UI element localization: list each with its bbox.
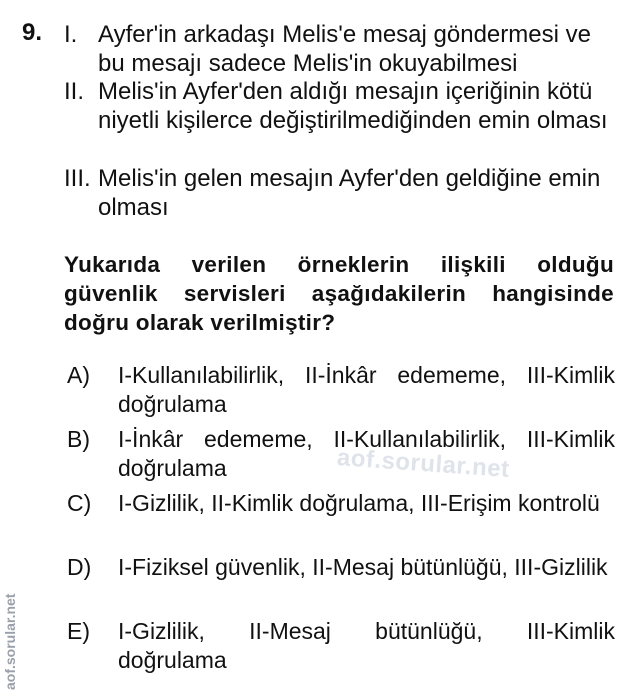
option-label: D) — [67, 554, 92, 580]
watermark-side: aof.sorular.net — [2, 593, 18, 690]
premise-text: Melis'in gelen mesajın Ayfer'den geldiğine emin olması — [98, 165, 601, 221]
option-label: C) — [67, 490, 92, 516]
option-label: B) — [67, 426, 90, 452]
premise-numeral: II. — [64, 78, 85, 105]
premise-item-1 — [64, 20, 616, 78]
option-d[interactable] — [67, 553, 615, 582]
premise-text: Melis'in Ayfer'den aldığı mesajın içeriğinin kötü niyetli kişilerce değiştirilmediğinden emin olması — [98, 78, 608, 134]
premise-text: Ayfer'in arkadaşı Melis'e mesaj göndermesi ve bu mesajı sadece Melis'in okuyabilmesi — [98, 21, 591, 77]
question-number: 9. — [22, 19, 43, 46]
option-text: I-Gizlilik, II-Mesaj bütünlüğü, III-Kimlik doğrulama — [118, 618, 615, 673]
premise-item-2 — [64, 77, 616, 135]
option-e[interactable] — [67, 617, 615, 675]
option-label: A) — [67, 362, 90, 388]
watermark-center: aof.sorular.net — [336, 444, 511, 483]
option-text: I-İnkâr edememe, II-Kullanılabilirlik, III-Kimlik doğrulama — [118, 426, 615, 481]
question-stem: Yukarıda verilen örneklerin ilişkili olduğu güvenlik servisleri aşağıdakilerin hangisinde doğru olarak verilmiştir? — [64, 252, 614, 335]
option-c[interactable] — [67, 489, 615, 518]
option-text: I-Fiziksel güvenlik, II-Mesaj bütünlüğü, III-Gizlilik — [118, 554, 608, 580]
option-text: I-Gizlilik, II-Kimlik doğrulama, III-Erişim kontrolü — [118, 490, 600, 516]
premise-numeral: I. — [64, 21, 78, 48]
option-a[interactable] — [67, 361, 615, 419]
premise-item-3 — [64, 164, 616, 222]
option-text: I-Kullanılabilirlik, II-İnkâr edememe, III-Kimlik doğrulama — [118, 362, 615, 417]
option-label: E) — [67, 618, 90, 644]
premise-numeral: III. — [64, 165, 91, 192]
